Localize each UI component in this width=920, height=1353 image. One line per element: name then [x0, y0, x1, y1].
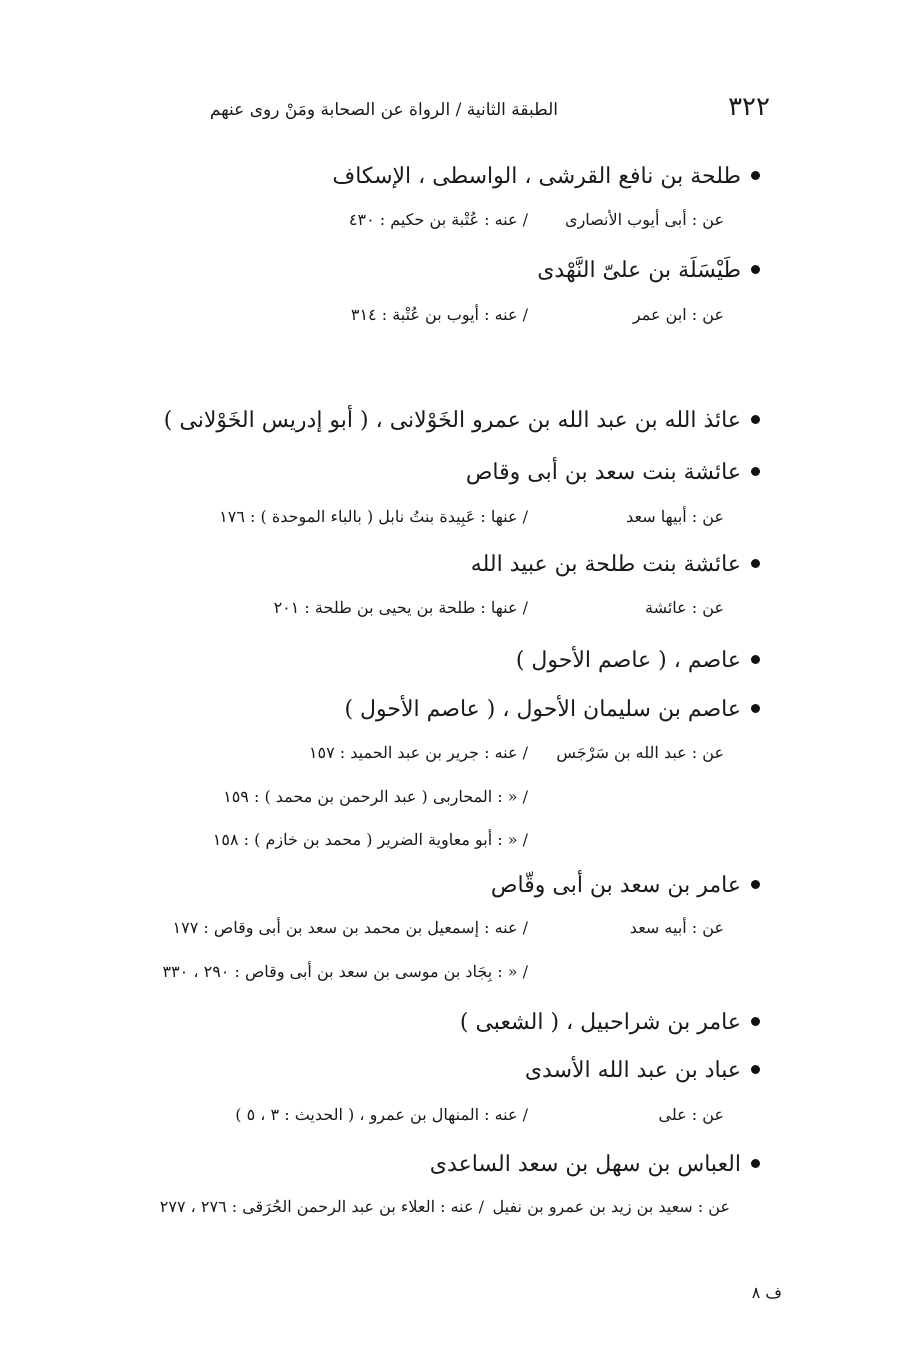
narrator-name: عائذ الله بن عبد الله بن عمرو الخَوْلانى ، ( أبو إدريس الخَوْلانى ): [164, 408, 760, 433]
narrated-by: / « : أبو معاوية الضرير ( محمد بن خازم ) : ١٥٨: [212, 830, 528, 849]
bullet-icon: [751, 171, 760, 180]
narrated-by: / عنه : العلاء بن عبد الرحمن الحُرَقى : ٢٧٦ ، ٢٧٧: [159, 1197, 484, 1216]
page-number: ٣٢٢: [728, 92, 770, 122]
narrates-from: عن : ابن عمر: [632, 305, 724, 324]
bullet-icon: [751, 415, 760, 424]
narrator-name: عائشة بنت سعد بن أبى وقاص: [466, 460, 760, 485]
running-head: الطبقة الثانية / الرواة عن الصحابة ومَنْ روى عنهم: [209, 100, 558, 120]
bullet-icon: [751, 1065, 760, 1074]
bullet-icon: [751, 559, 760, 568]
narrated-by: / عنها : طلحة بن يحيى بن طلحة : ٢٠١: [273, 598, 528, 617]
bullet-icon: [751, 1159, 760, 1168]
bullet-icon: [751, 1017, 760, 1026]
bullet-icon: [751, 880, 760, 889]
narrator-name: عباد بن عبد الله الأسدى: [525, 1058, 760, 1083]
narrator-name: عاصم بن سليمان الأحول ، ( عاصم الأحول ): [344, 697, 760, 722]
bullet-icon: [751, 265, 760, 274]
narrates-from: عن : أبى أيوب الأنصارى: [565, 210, 724, 229]
narrator-name: عامر بن سعد بن أبى وقّاص: [491, 873, 760, 898]
narrator-name: عائشة بنت طلحة بن عبيد الله: [471, 552, 760, 577]
narrates-from: عن : عبد الله بن سَرْجَس: [556, 743, 724, 762]
narrated-by: / عنه : عُتْبة بن حكيم : ٤٣٠: [348, 210, 528, 229]
narrated-by: / عنه : المنهال بن عمرو ، ( الحديث : ٣ ، ٥ ): [235, 1105, 528, 1124]
narrated-by: / « : بِجَاد بن موسى بن سعد بن أبى وقاص : ٢٩٠ ، ٣٣٠: [162, 962, 528, 981]
narrated-by: / عنه : إسمعيل بن محمد بن سعد بن أبى وقاص : ١٧٧: [172, 918, 528, 937]
bullet-icon: [751, 704, 760, 713]
narrator-name: طَيْسَلَة بن علىّ النَّهْدى: [537, 258, 760, 283]
narrated-by: / « : المحاربى ( عبد الرحمن بن محمد ) : ١٥٩: [223, 787, 528, 806]
narrator-name: عامر بن شراحبيل ، ( الشعبى ): [460, 1010, 760, 1035]
narrator-name: العباس بن سهل بن سعد الساعدى: [430, 1152, 760, 1177]
narrates-from: عن : سعيد بن زيد بن عمرو بن نفيل: [492, 1197, 730, 1216]
narrates-from: عن : أبيه سعد: [629, 918, 724, 937]
signature-mark: ف ٨: [751, 1283, 782, 1302]
narrated-by: / عنها : عَبِيدة بنتُ نابل ( بالباء الموحدة ) : ١٧٦: [219, 507, 528, 526]
narrates-from: عن : أبيها سعد: [626, 507, 724, 526]
bullet-icon: [751, 467, 760, 476]
narrated-by: / عنه : جرير بن عبد الحميد : ١٥٧: [308, 743, 528, 762]
narrator-name: طلحة بن نافع القرشى ، الواسطى ، الإسكاف: [332, 164, 760, 189]
narrates-from: عن : على: [658, 1105, 724, 1124]
narrator-name: عاصم ، ( عاصم الأحول ): [516, 648, 760, 673]
narrates-from: عن : عائشة: [644, 598, 724, 617]
narrated-by: / عنه : أيوب بن عُتْبة : ٣١٤: [350, 305, 528, 324]
bullet-icon: [751, 655, 760, 664]
